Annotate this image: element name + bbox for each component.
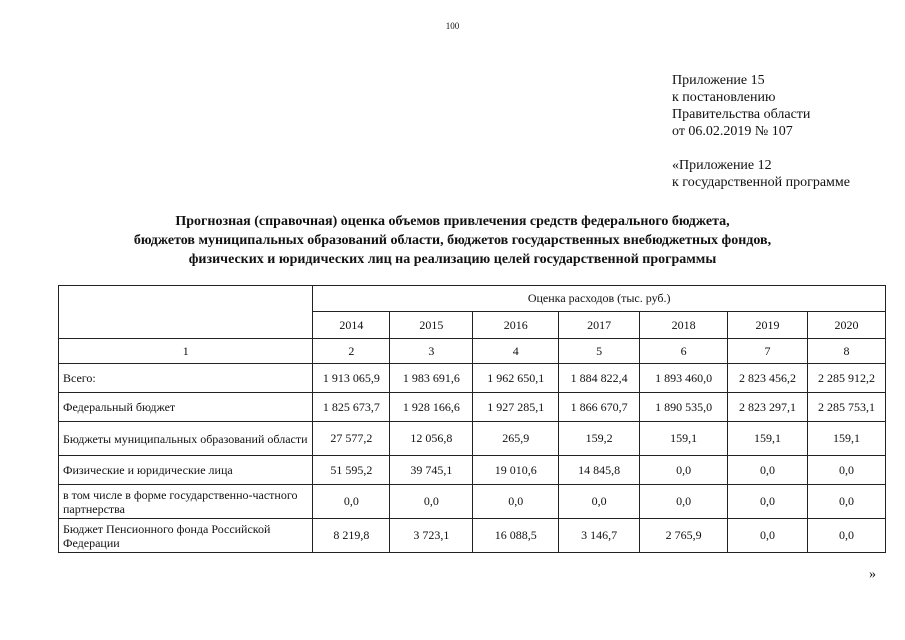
value-cell: 3 146,7 xyxy=(559,519,640,553)
column-number-cell: 6 xyxy=(640,339,728,364)
column-number-cell: 4 xyxy=(473,339,559,364)
year-cell: 2020 xyxy=(807,312,885,339)
table-row xyxy=(59,364,886,393)
row-label: в том числе в форме государственно-частного партнерства xyxy=(59,485,313,519)
value-cell: 1 890 535,0 xyxy=(640,393,728,422)
appendix-line: Правительства области xyxy=(672,107,811,122)
value-cell: 39 745,1 xyxy=(390,456,473,485)
column-number-cell: 8 xyxy=(807,339,885,364)
value-cell: 1 913 065,9 xyxy=(313,364,390,393)
appendix-line: Приложение 15 xyxy=(672,73,765,88)
year-cell: 2017 xyxy=(559,312,640,339)
year-cell: 2018 xyxy=(640,312,728,339)
title-line: бюджетов муниципальных образований области, бюджетов государственных внебюджетных фондов, xyxy=(133,233,772,248)
value-cell: 8 219,8 xyxy=(313,519,390,553)
value-cell: 0,0 xyxy=(473,485,559,519)
value-cell: 1 927 285,1 xyxy=(473,393,559,422)
value-cell: 19 010,6 xyxy=(473,456,559,485)
value-cell: 159,1 xyxy=(728,422,808,456)
table-row xyxy=(59,519,886,553)
value-cell: 0,0 xyxy=(313,485,390,519)
row-label: Бюджеты муниципальных образований области xyxy=(59,422,313,456)
value-cell: 0,0 xyxy=(559,485,640,519)
value-cell: 0,0 xyxy=(728,456,808,485)
value-cell: 1 928 166,6 xyxy=(390,393,473,422)
row-label: Физические и юридические лица xyxy=(59,456,313,485)
title-line: Прогнозная (справочная) оценка объемов привлечения средств федерального бюджета, xyxy=(175,214,730,229)
year-cell: 2016 xyxy=(473,312,559,339)
column-number-cell: 1 xyxy=(59,339,313,364)
value-cell: 16 088,5 xyxy=(473,519,559,553)
appendix-line: к постановлению xyxy=(672,90,776,105)
column-numbers-row xyxy=(59,339,886,364)
header-empty-cell xyxy=(59,286,313,339)
value-cell: 1 866 670,7 xyxy=(559,393,640,422)
value-cell: 0,0 xyxy=(640,485,728,519)
year-cell: 2014 xyxy=(313,312,390,339)
appendix-quote-line: «Приложение 12 xyxy=(672,158,772,173)
value-cell: 265,9 xyxy=(473,422,559,456)
value-cell: 159,1 xyxy=(640,422,728,456)
value-cell: 0,0 xyxy=(807,485,885,519)
value-cell: 27 577,2 xyxy=(313,422,390,456)
value-cell: 0,0 xyxy=(640,456,728,485)
table-header-row xyxy=(59,286,886,312)
value-cell: 2 823 456,2 xyxy=(728,364,808,393)
value-cell: 1 962 650,1 xyxy=(473,364,559,393)
column-number-cell: 5 xyxy=(559,339,640,364)
value-cell: 2 285 753,1 xyxy=(807,393,885,422)
column-number-cell: 2 xyxy=(313,339,390,364)
row-label: Всего: xyxy=(59,364,313,393)
value-cell: 1 983 691,6 xyxy=(390,364,473,393)
value-cell: 2 823 297,1 xyxy=(728,393,808,422)
value-cell: 0,0 xyxy=(728,519,808,553)
table-row xyxy=(59,393,886,422)
value-cell: 159,1 xyxy=(807,422,885,456)
document-title xyxy=(0,212,905,269)
appendix-line: от 06.02.2019 № 107 xyxy=(672,124,793,139)
value-cell: 14 845,8 xyxy=(559,456,640,485)
value-cell: 0,0 xyxy=(390,485,473,519)
year-cell: 2019 xyxy=(728,312,808,339)
title-line: физических и юридических лиц на реализацию целей государственной программы xyxy=(188,252,717,267)
appendix-block xyxy=(672,72,850,191)
value-cell: 0,0 xyxy=(807,519,885,553)
table-row xyxy=(59,485,886,519)
value-cell: 51 595,2 xyxy=(313,456,390,485)
appendix-quote-line: к государственной программе xyxy=(672,175,850,190)
budget-table xyxy=(58,285,886,553)
closing-quote-mark: » xyxy=(869,567,876,582)
table-row xyxy=(59,456,886,485)
value-cell: 1 893 460,0 xyxy=(640,364,728,393)
value-cell: 1 884 822,4 xyxy=(559,364,640,393)
page-number: 100 xyxy=(445,21,460,31)
row-label: Бюджет Пенсионного фонда Российской Федерации xyxy=(59,519,313,553)
column-number-cell: 3 xyxy=(390,339,473,364)
value-cell: 1 825 673,7 xyxy=(313,393,390,422)
value-cell: 12 056,8 xyxy=(390,422,473,456)
row-label: Федеральный бюджет xyxy=(59,393,313,422)
group-header-cell: Оценка расходов (тыс. руб.) xyxy=(313,286,886,312)
value-cell: 3 723,1 xyxy=(390,519,473,553)
value-cell: 0,0 xyxy=(807,456,885,485)
value-cell: 0,0 xyxy=(728,485,808,519)
value-cell: 159,2 xyxy=(559,422,640,456)
value-cell: 2 285 912,2 xyxy=(807,364,885,393)
value-cell: 2 765,9 xyxy=(640,519,728,553)
column-number-cell: 7 xyxy=(728,339,808,364)
year-cell: 2015 xyxy=(390,312,473,339)
table-row xyxy=(59,422,886,456)
